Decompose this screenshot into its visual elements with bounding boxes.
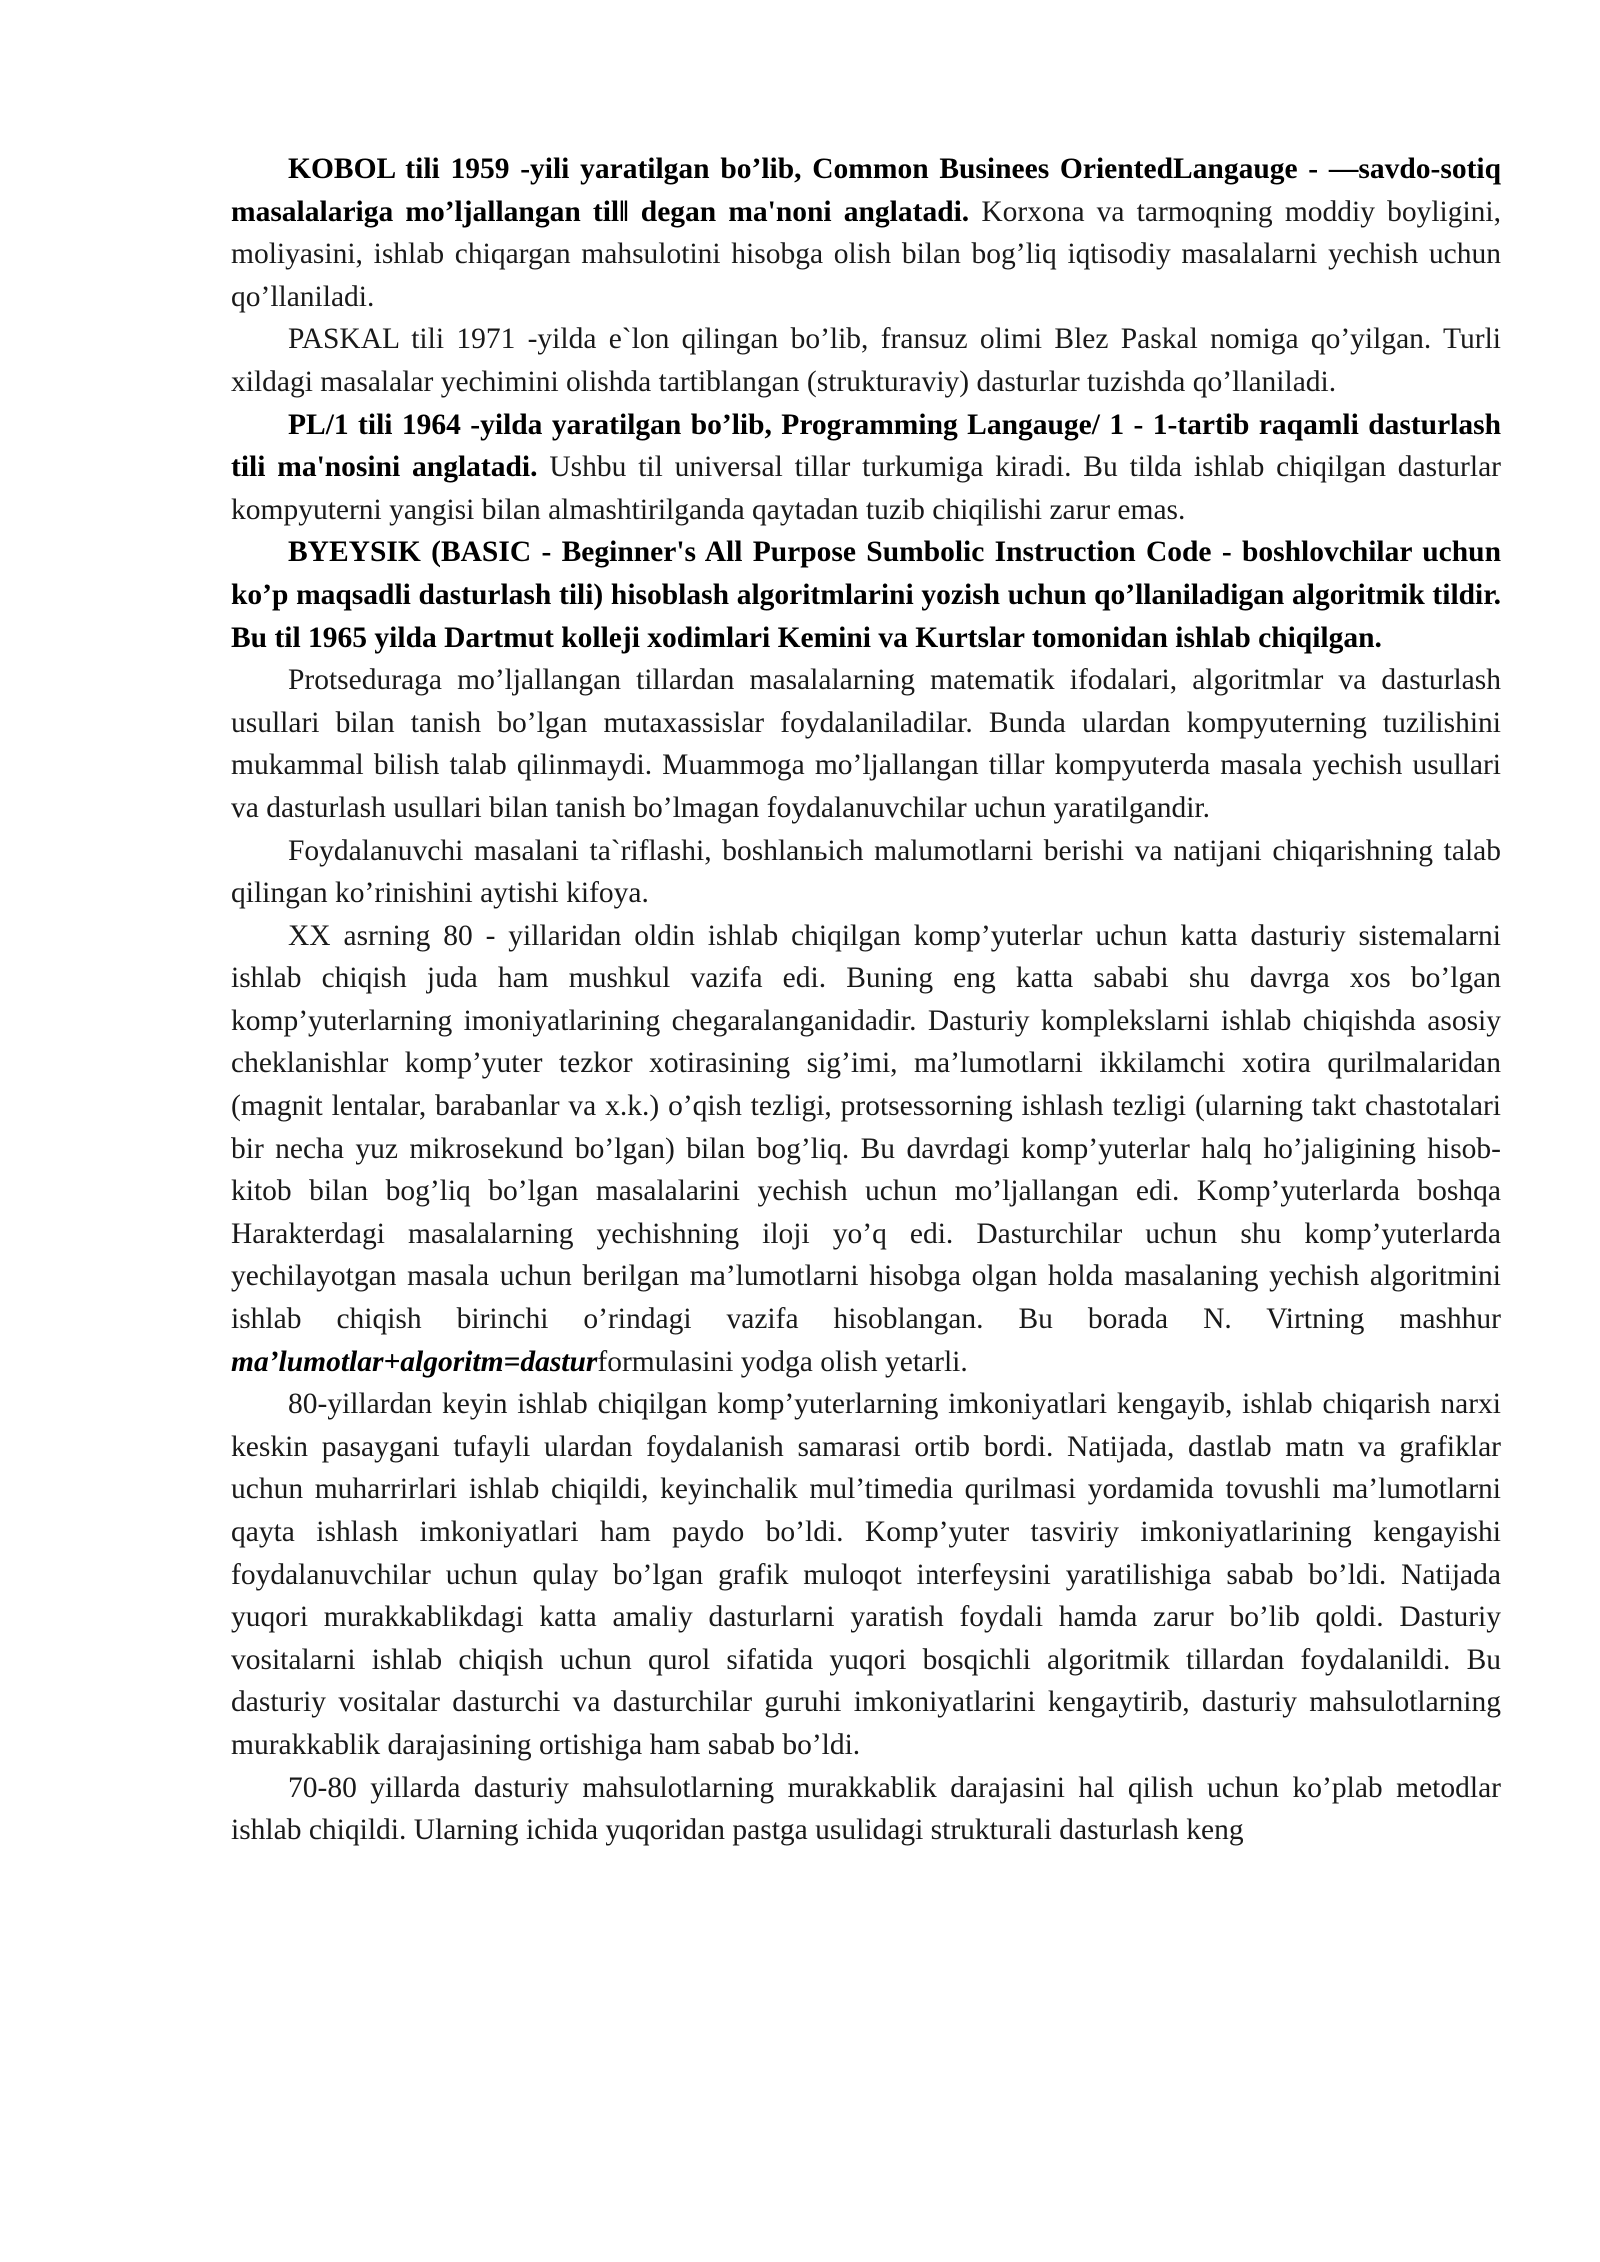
kobol-heading-text: KOBOL tili 1959 -yili yaratilgan bo’lib, Common Businees OrientedLangauge - ―savdo-sotiq masalalariga mo’ljallangan til‖ degan ma'noni anglatadi.	[231, 153, 1501, 228]
pl1-heading-text: PL/1 tili 1964 -yilda yaratilgan bo’lib, Programming Langauge/ 1 - 1-tartib raqamli dasturlash tili ma'nosini anglatadi.	[231, 408, 1501, 484]
basic-heading-text: BYEYSIK (BASIC - Beginner's All Purpose Sumbolic Instruction Code - boshlovchilar uchun ko’p maqsadli dasturlash tili) hisoblash algoritmlarini yozish uchun qo’llaniladigan algoritmik tildir. Bu til 1965 yilda Dartmut kolleji xodimlari Kemini va Kurtslar tomonidan ishlab chiqilgan.	[231, 536, 1501, 654]
paragraph-user-tasks	[231, 830, 1501, 915]
user-tasks-body-text: Foydalanuvchi masalani ta`riflashi, boshlanьich malumotlarni berishi va natijani chiqarishning talab qilingan ko’rinishini aytishi kifoya.	[231, 834, 1501, 910]
kobol-body-text: Korxona va tarmoqning moddiy boyligini, moliyasini, ishlab chiqargan mahsulotini hisobga olish bilan bog’liq iqtisodiy masalalarni yechish uchun qo’llaniladi.	[231, 195, 1502, 313]
paragraph-70-80-methods	[231, 1767, 1501, 1852]
pl1-body-text: Ushbu til universal tillar turkumiga kiradi. Bu tilda ishlab chiqilgan dasturlar kompyuterni yangisi bilan almashtirilganda qaytadan tuzib chiqilishi zarur emas.	[231, 451, 1501, 526]
paragraph-kobol	[231, 148, 1501, 318]
paskal-body-text: PASKAL tili 1971 -yilda e`lon qilingan bo’lib, fransuz olimi Blez Paskal nomiga qo’yilgan. Turli xildagi masalalar yechimini olishda tartiblangan (strukturaviy) dasturlar tuzishda qo’llaniladi.	[231, 323, 1501, 398]
paragraph-80s-history	[231, 915, 1501, 1384]
paragraph-basic	[231, 531, 1501, 659]
paragraph-pl1	[231, 404, 1501, 532]
after-80s-body-text: 80-yillardan keyin ishlab chiqilgan komp’yuterlarning imkoniyatlari kengayib, ishlab chiqarish narxi keskin pasaygani tufayli ulardan foydalanish samarasi ortib bordi. Natijada, dastlab matn va grafiklar uchun muharrirlari ishlab chiqildi, keyinchalik mul’timedia qurilmasi yordamida tovushli ma’lumotlarni qayta ishlash imkoniyatlari ham paydo bo’ldi. Komp’yuter tasviriy imkoniyatlarining kengayishi foydalanuvchilar uchun qulay bo’lgan grafik muloqot interfeysini yaratilishiga sabab bo’ldi. Natijada yuqori murakkablikdagi katta amaliy dasturlarni yaratish foydali hamda zarur bo’lib qoldi. Dasturiy vositalarni ishlab chiqish uchun qurol sifatida yuqori bosqichli algoritmik tillardan foydalanildi. Bu dasturiy vositalar dasturchi va dasturchilar guruhi imkoniyatlarini kengaytirib, dasturiy mahsulotlarning murakkablik darajasining ortishiga ham sabab bo’ldi.	[231, 1388, 1501, 1761]
history-body-text: XX asrning 80 - yillaridan oldin ishlab chiqilgan komp’yuterlar uchun katta dasturiy sistemalarni ishlab chiqish juda ham mushkul vazifa edi. Buning eng katta sababi shu davrga xos bo’lgan komp’yuterlarning imoniyatlarining chegaralanganidadir. Dasturiy komplekslarni ishlab chiqishda asosiy cheklanishlar komp’yuter tezkor xotirasining sig’imi, ma’lumotlarni ikkilamchi xotira qurilmalaridan (magnit lentalar, barabanlar va x.k.) o’qish tezligi, protsessorning ishlash tezligi (ularning takt chastotalari bir necha yuz mikrosekund bo’lgan) bilan bog’liq. Bu davrdagi komp’yuterlar halq ho’jaligining hisob-kitob bilan bog’liq bo’lgan masalalarini yechish uchun mo’ljallangan edi. Komp’yuterlarda boshqa Harakterdagi masalalarning yechishning iloji yo’q edi. Dasturchilar uchun shu komp’yuterlarda yechilayotgan masala uchun berilgan ma’lumotlarni hisobga olgan holda masalaning yechish algoritmini ishlab chiqish birinchi o’rindagi vazifa hisoblangan. Bu borada N. Virtning mashhur	[231, 919, 1501, 1336]
document-page	[231, 148, 1501, 1852]
wirth-formula: ma’lumotlar+algoritm=dastur	[231, 1345, 598, 1378]
paragraph-paskal	[231, 318, 1501, 403]
procedural-body-text: Protseduraga mo’ljallangan tillardan masalalarning matematik ifodalari, algoritmlar va dasturlash usullari bilan tanish bo’lgan mutaxassislar foydalaniladilar. Bunda ulardan kompyuterning tuzilishini mukammal bilish talab qilinmaydi. Muammoga mo’ljallangan tillar kompyuterda masala yechish usullari va dasturlash usullari bilan tanish bo’lmagan foydalanuvchilar uchun yaratilgandir.	[231, 664, 1501, 824]
paragraph-after-80s	[231, 1383, 1501, 1766]
methods-body-text: 70-80 yillarda dasturiy mahsulotlarning murakkablik darajasini hal qilish uchun ko’plab metodlar ishlab chiqildi. Ularning ichida yuqoridan pastga usulidagi strukturali dasturlash keng	[231, 1771, 1501, 1847]
paragraph-procedural-languages	[231, 659, 1501, 829]
history-tail-text: formulasini yodga olish yetarli.	[597, 1345, 968, 1378]
